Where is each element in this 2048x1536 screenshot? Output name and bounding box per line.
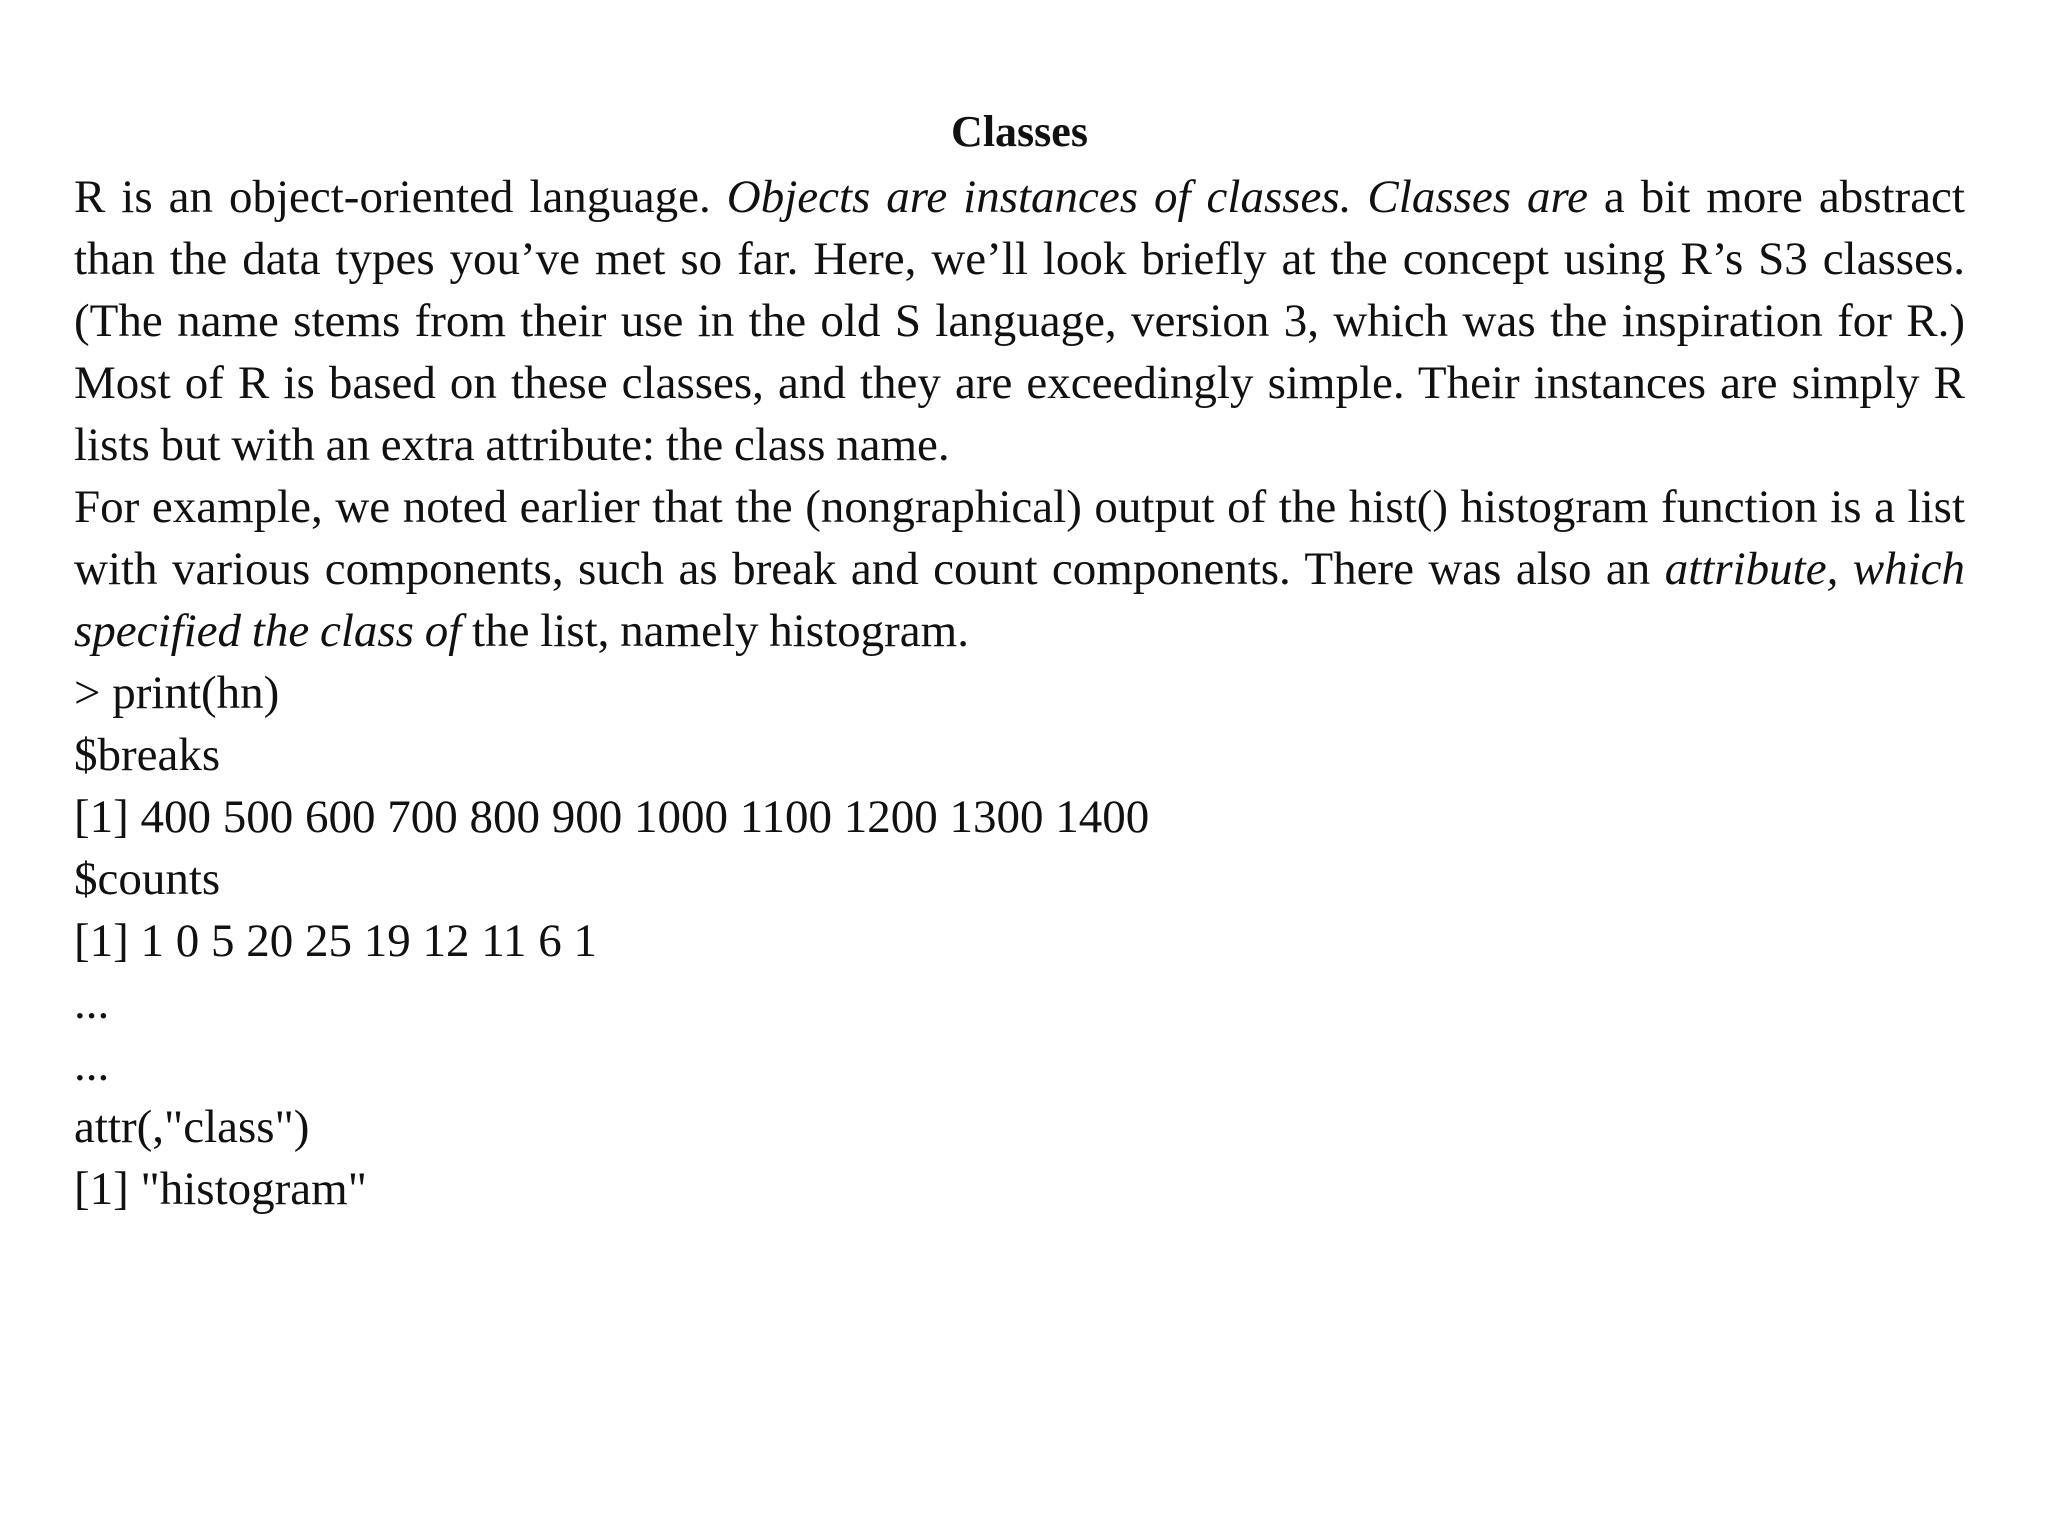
code-line-breaks-values: [1] 400 500 600 700 800 900 1000 1100 1200 1300 1400 <box>74 791 1150 843</box>
code-output-block <box>74 662 1965 1220</box>
paragraph-example <box>74 476 1965 662</box>
code-line-class-value: [1] "histogram" <box>74 1163 367 1215</box>
paragraph-example-text-1: For example, we noted earlier that the (nongraphical) output of the hist() histogram function is a list with various components, such as break and count components. There was also an <box>74 481 1965 595</box>
document-page <box>74 104 1965 1220</box>
paragraph-intro <box>74 166 1965 476</box>
code-line-counts-values: [1] 1 0 5 20 25 19 12 11 6 1 <box>74 915 598 967</box>
paragraph-intro-text-2: a bit more abstract than the data types you’ve met so far. Here, we’ll look briefly at the concept using R’s S3 classes. (The name stems from their use in the old S language, version 3, which was the inspiration for R.) Most of R is based on these classes, and they are exceedingly simple. Their instances are simply R lists but with an extra attribute: the class name. <box>74 171 1965 471</box>
paragraph-intro-italic: Objects are instances of classes. Classes are <box>726 171 1588 223</box>
code-line-attr-class: attr(,"class") <box>74 1101 310 1153</box>
page-title: Classes <box>951 107 1088 156</box>
code-line-print-command: > print(hn) <box>74 667 280 719</box>
paragraph-intro-text-1: R is an object-oriented language. <box>74 171 727 223</box>
code-line-ellipsis-1: ... <box>74 977 110 1029</box>
code-line-ellipsis-2: ... <box>74 1039 110 1091</box>
paragraph-example-text-2: the list, namely histogram. <box>461 605 969 657</box>
code-line-breaks-label: $breaks <box>74 729 221 781</box>
code-line-counts-label: $counts <box>74 853 221 905</box>
paragraph-example-italic: attribute, which specified the class of <box>74 543 1966 657</box>
